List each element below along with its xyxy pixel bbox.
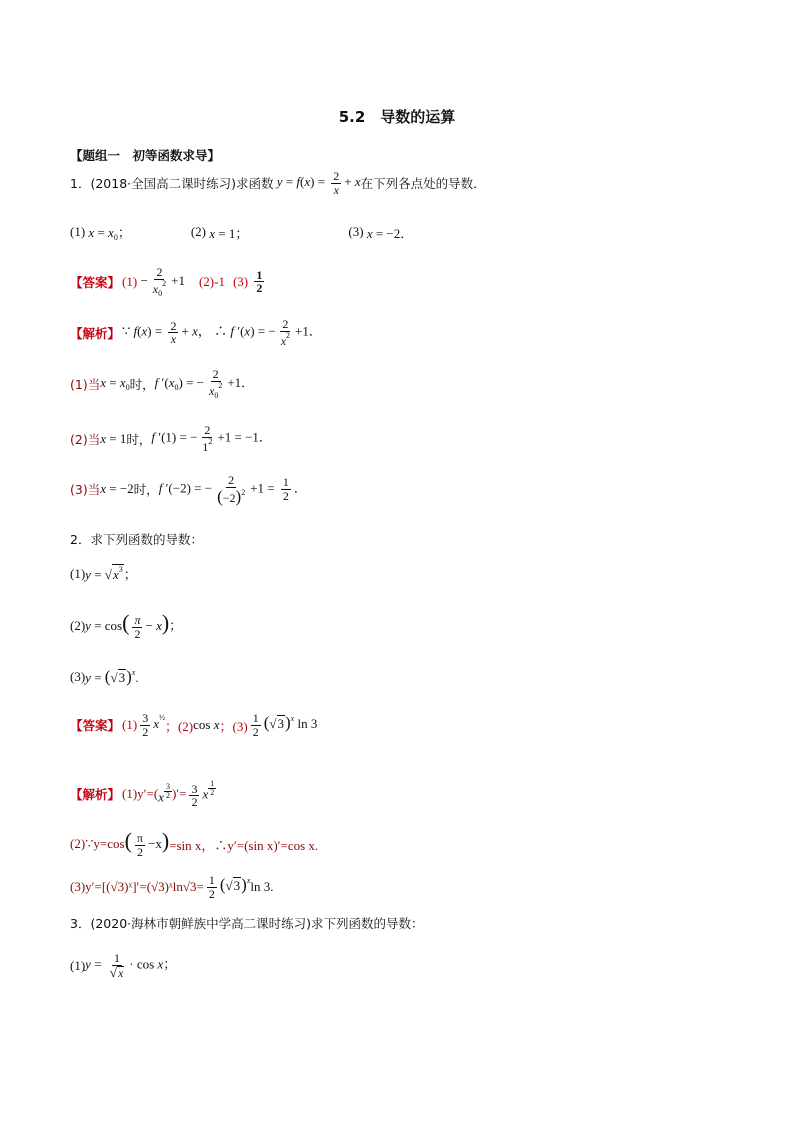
analysis-label-2: 【解析】 [70,787,121,803]
q1-ana3-prefix: (3)当 [70,482,101,498]
q2-ana1-prefix: (1)y′=( [122,786,159,802]
q1-ana1-prefix: (1)当 [70,376,101,392]
q2-ans-p2: ；(2) [164,718,194,734]
q1-part-1-label: (1) [70,224,86,239]
q1-stem-suffix: 在下列各点处的导数． [360,176,486,192]
q2-ans-p1: (1) [122,717,138,733]
q2-ana1-base: x $^{\frac{3}{2}}$ [158,782,170,805]
q3-p1-formula: y = $\frac{1}{√x}$ · cos x； [85,951,177,980]
q2-p1-formula: $y = √x^3$； [85,565,137,582]
page-title: 5.2 导数的运算 [338,108,456,126]
question-1-analysis [70,318,322,347]
q1-ans-part-2: (2)-1 [198,273,225,289]
q2-ana2-prefix: (2)∵y=cos [70,836,125,852]
q1-analysis-formula: ∵ f(x) = $\frac{2}{x}$ + x， ∴ f ′(x) = − $\frac{2}{x^2}$ +1． [122,317,322,348]
q3-p1-label: (1) [70,957,86,973]
q1-ana1-when: 时， [129,376,155,392]
q2-ans-3-formula: $\frac{1}{2}$ $(√3)^x$ ln 3 [252,711,318,739]
q1-stem-prefix: 1．(2018·全国高二课时练习)求函数 [70,176,274,192]
q2-ans-1-formula: $\frac{3}{2}$ $x^{\frac{1}{2}}$ [142,711,165,739]
q2-analysis-part-2 [70,830,318,858]
q2-p3-formula: $y = (√3)^x$. [85,667,139,686]
q1-ana1-cond: $x = x_0$ [100,375,130,393]
q1-ana2-prefix: (2)当 [70,431,101,447]
q2-ana1-result: $\frac{3}{2}$ x $^{\frac{1}{2}}$ [191,779,215,810]
section-header: 【题组一 初等函数求导】 [70,148,221,163]
question-1-parts [70,222,413,242]
question-2-stem: 2．求下列函数的导数： [70,532,203,547]
q2-ans-2-formula: cos x [193,717,220,733]
q1-ana3-formula: f ′(−2) = − $\frac{2}{(-2)^2}$ +1 = $\frac{1}{2}$ ． [158,473,307,506]
q1-ana2-cond: x = 1 [100,430,127,446]
q1-part-1: $x = x_0$； [88,225,131,242]
q2-ana1-eq: )′= [171,786,187,802]
q2-ana3-suffix: ln 3. [250,879,274,895]
q2-part-2 [70,612,182,640]
q2-part-3 [70,668,139,686]
q2-ana3-formula: $\frac{1}{2}$ $(√3)^x$ [208,873,251,901]
q1-ana3-cond: x = −2 [100,481,134,497]
q1-part-3: x = −2． [366,225,414,241]
q1-analysis-part-2 [70,424,272,453]
q2-p3-label: (3) [70,669,86,684]
q1-ans-part-3: (3) [232,273,249,289]
q2-ana3-prefix: (3)y′=[(√3)ˣ]′=(√3)ˣln√3= [70,879,204,895]
answer-label: 【答案】 [70,274,121,290]
analysis-label: 【解析】 [70,325,121,341]
q1-formula: y = f(x) = $\frac{2}{x}$ + x [276,169,361,197]
q1-part-3-label: (3) [348,224,364,239]
q1-ans-1-formula: − $\frac{2}{x_0^2}$ +1 [137,265,185,298]
q1-analysis-part-3 [70,474,307,505]
q2-p1-label: (1) [70,565,86,581]
q2-part-1 [70,564,137,583]
q1-ans-3-formula: $\frac{1}{2}$ [256,267,263,296]
q3-part-1 [70,952,176,979]
q2-ana2-suffix: =sin x，∴y′=(sin x)′=cos x. [169,837,319,853]
q1-part-2: x = 1； [209,225,249,241]
question-2-answer [70,712,317,738]
q2-analysis-part-3 [70,874,274,900]
q1-ana1-formula: f $'(x_0)$ = − $\frac{2}{x_0^2}$ +1． [154,367,255,400]
q2-ana2-formula: ( $\frac{\pi}{2}$ −x) [124,828,170,859]
question-1-stem [70,170,486,196]
answer-label-2: 【答案】 [70,718,121,734]
q1-ans-part-1: (1) [122,273,138,289]
question-1-answer [70,266,267,298]
q2-analysis-part-1 [70,780,216,809]
q1-analysis-part-1 [70,368,254,400]
q1-ana3-when: 时， [133,482,159,498]
q2-p2-formula: y = cos( $\frac{\pi}{2}$ − x)； [85,610,183,641]
q1-ana2-formula: f ′(1) = − $\frac{2}{1^2}$ +1 = −1． [151,423,272,454]
q2-ans-p3: ；(3) [219,718,248,734]
q1-ana2-when: 时， [126,431,152,447]
q2-p2-label: (2) [70,618,86,634]
q1-part-2-label: (2) [190,224,207,239]
question-3-stem: 3．(2020·海林市朝鲜族中学高二课时练习)求下列函数的导数： [70,916,424,931]
